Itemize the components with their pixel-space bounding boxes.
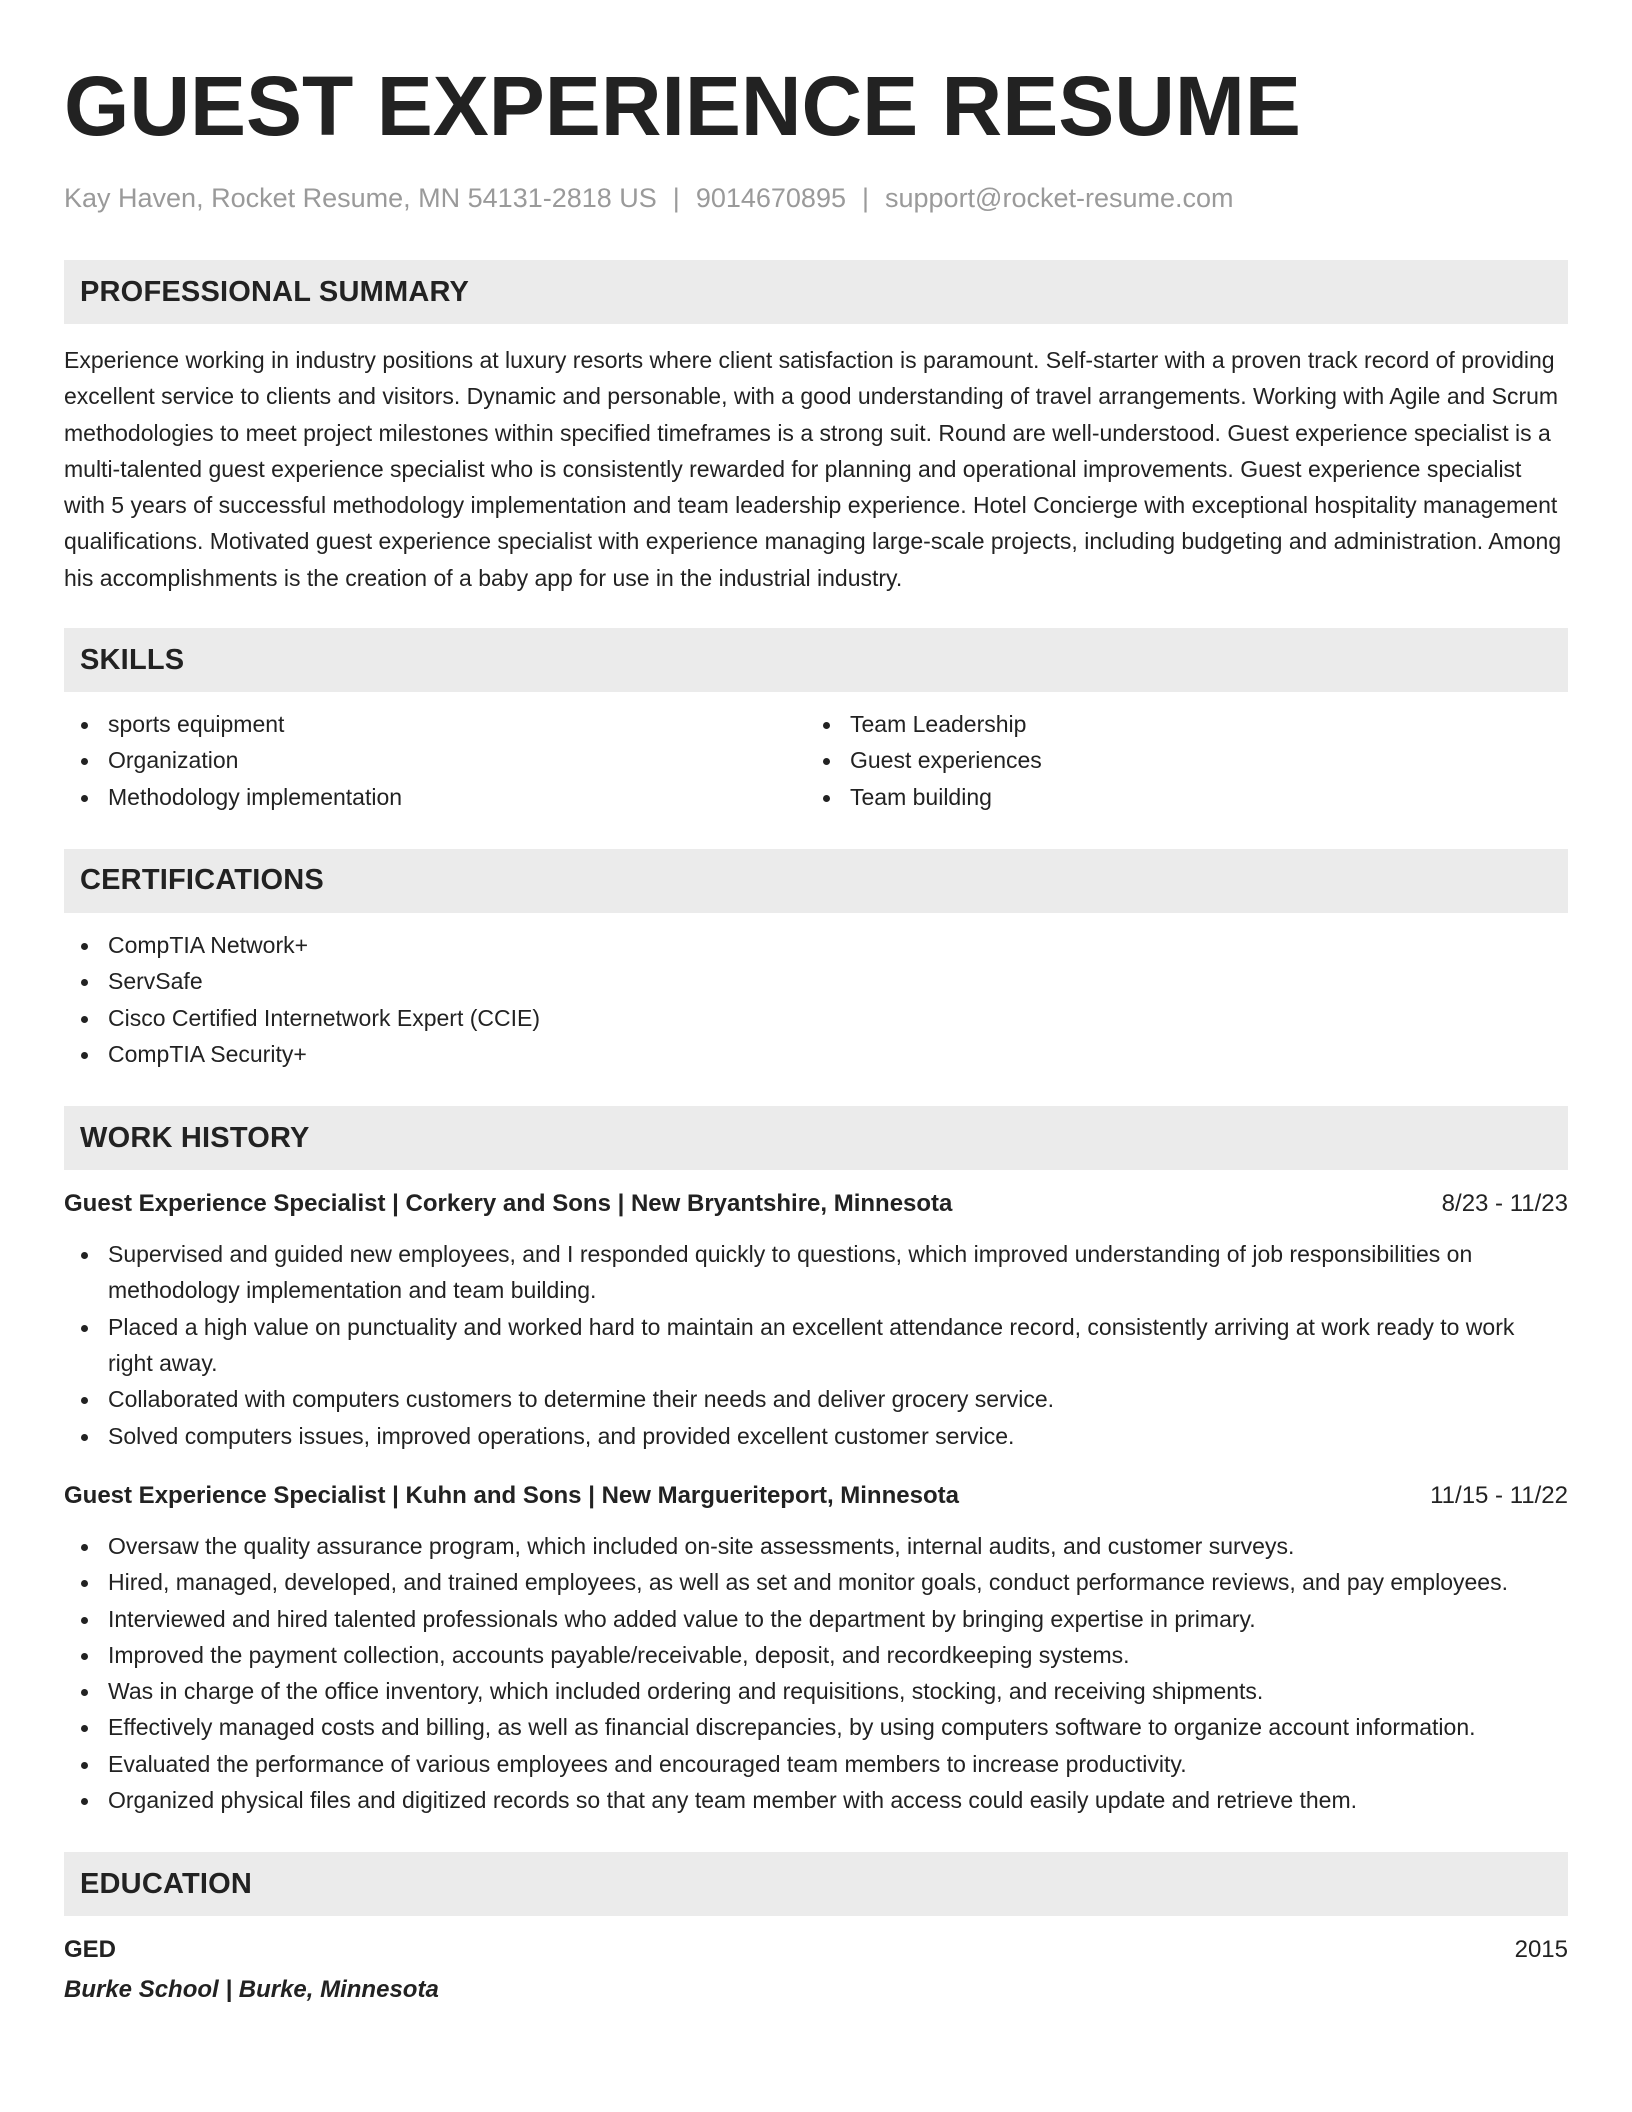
job-bullet-list	[64, 1528, 1568, 1818]
resume-title: GUEST EXPERIENCE RESUME	[64, 59, 1301, 153]
contact-separator: |	[672, 183, 680, 213]
skills-column-left	[64, 706, 806, 815]
skill-item: Organization	[64, 742, 806, 778]
job-bullet: Interviewed and hired talented professionals who added value to the department by bringing expertise in primary.	[64, 1601, 1564, 1637]
certification-item: ServSafe	[64, 963, 1568, 999]
certification-item: CompTIA Security+	[64, 1036, 1568, 1072]
job-bullet-list	[64, 1236, 1568, 1454]
job-dates: 8/23 - 11/23	[1441, 1190, 1568, 1218]
education-school: Burke School | Burke, Minnesota	[64, 1976, 439, 2004]
certification-item: CompTIA Network+	[64, 927, 1568, 963]
section-header-certifications: CERTIFICATIONS	[64, 849, 1568, 913]
education-year: 2015	[1514, 1936, 1568, 1964]
section-header-skills: SKILLS	[64, 628, 1568, 692]
education-degree: GED	[64, 1936, 117, 1964]
section-header-education: EDUCATION	[64, 1852, 1568, 1916]
job-bullet: Collaborated with computers customers to determine their needs and deliver grocery service.	[64, 1381, 1564, 1417]
section-header-work-history: WORK HISTORY	[64, 1106, 1568, 1170]
job-dates: 11/15 - 11/22	[1430, 1481, 1568, 1509]
skill-item: Team Leadership	[806, 706, 1548, 742]
section-header-summary: PROFESSIONAL SUMMARY	[64, 260, 1568, 324]
contact-line	[64, 180, 1568, 216]
skills-column-right	[806, 706, 1548, 815]
job-bullet: Evaluated the performance of various employees and encouraged team members to increase productivity.	[64, 1746, 1564, 1782]
job-title: Guest Experience Specialist | Corkery and Sons | New Bryantshire, Minnesota	[64, 1190, 953, 1218]
job-entry	[64, 1478, 1568, 1818]
job-title-row	[64, 1478, 1568, 1514]
job-bullet: Oversaw the quality assurance program, which included on-site assessments, internal audits, and customer surveys.	[64, 1528, 1564, 1564]
job-title: Guest Experience Specialist | Kuhn and Sons | New Margueriteport, Minnesota	[64, 1481, 959, 1509]
job-bullet: Organized physical files and digitized records so that any team member with access could easily update and retrieve them.	[64, 1782, 1564, 1818]
contact-phone: 9014670895	[695, 183, 846, 213]
contact-separator: |	[861, 183, 869, 213]
skill-item: Guest experiences	[806, 742, 1548, 778]
job-title-row	[64, 1186, 1568, 1222]
job-bullet: Improved the payment collection, accounts payable/receivable, deposit, and recordkeeping systems.	[64, 1637, 1564, 1673]
job-bullet: Placed a high value on punctuality and worked hard to maintain an excellent attendance record, consistently arriving at work ready to work right away.	[64, 1309, 1564, 1382]
summary-text: Experience working in industry positions at luxury resorts where client satisfaction is paramount. Self-starter with a proven track record of providing excellent service to clients and visitors. Dynamic and personable, with a good understanding of travel arrangements. Working with Agile and Scrum methodologies to meet project milestones within specified timeframes is a strong suit. Round are well-understood. Guest experience specialist is a multi-talented guest experience specialist who is consistently rewarded for planning and operational improvements. Guest experience specialist with 5 years of successful methodology implementation and team leadership experience. Hotel Concierge with exceptional hospitality management qualifications. Motivated guest experience specialist with experience managing large-scale projects, including budgeting and administration. Among his accomplishments is the creation of a baby app for use in the industrial industry.	[64, 347, 1562, 591]
certification-item: Cisco Certified Internetwork Expert (CCIE)	[64, 1000, 1568, 1036]
skill-item: Team building	[806, 779, 1548, 815]
job-entry	[64, 1186, 1568, 1454]
resume-page	[64, 56, 1568, 2008]
skill-item: sports equipment	[64, 706, 806, 742]
job-bullet: Solved computers issues, improved operations, and provided excellent customer service.	[64, 1418, 1564, 1454]
skills-grid	[64, 706, 1568, 815]
skill-item: Methodology implementation	[64, 779, 806, 815]
job-bullet: Effectively managed costs and billing, as well as financial discrepancies, by using computers software to organize account information.	[64, 1709, 1564, 1745]
job-bullet: Was in charge of the office inventory, which included ordering and requisitions, stocking, and receiving shipments.	[64, 1673, 1564, 1709]
contact-address: Kay Haven, Rocket Resume, MN 54131-2818 US	[64, 183, 657, 213]
job-bullet: Supervised and guided new employees, and I responded quickly to questions, which improved understanding of job responsibilities on methodology implementation and team building.	[64, 1236, 1564, 1309]
education-row	[64, 1932, 1568, 1968]
contact-email: support@rocket-resume.com	[885, 183, 1234, 213]
certification-list	[64, 927, 1568, 1072]
job-bullet: Hired, managed, developed, and trained employees, as well as set and monitor goals, conduct performance reviews, and pay employees.	[64, 1564, 1564, 1600]
